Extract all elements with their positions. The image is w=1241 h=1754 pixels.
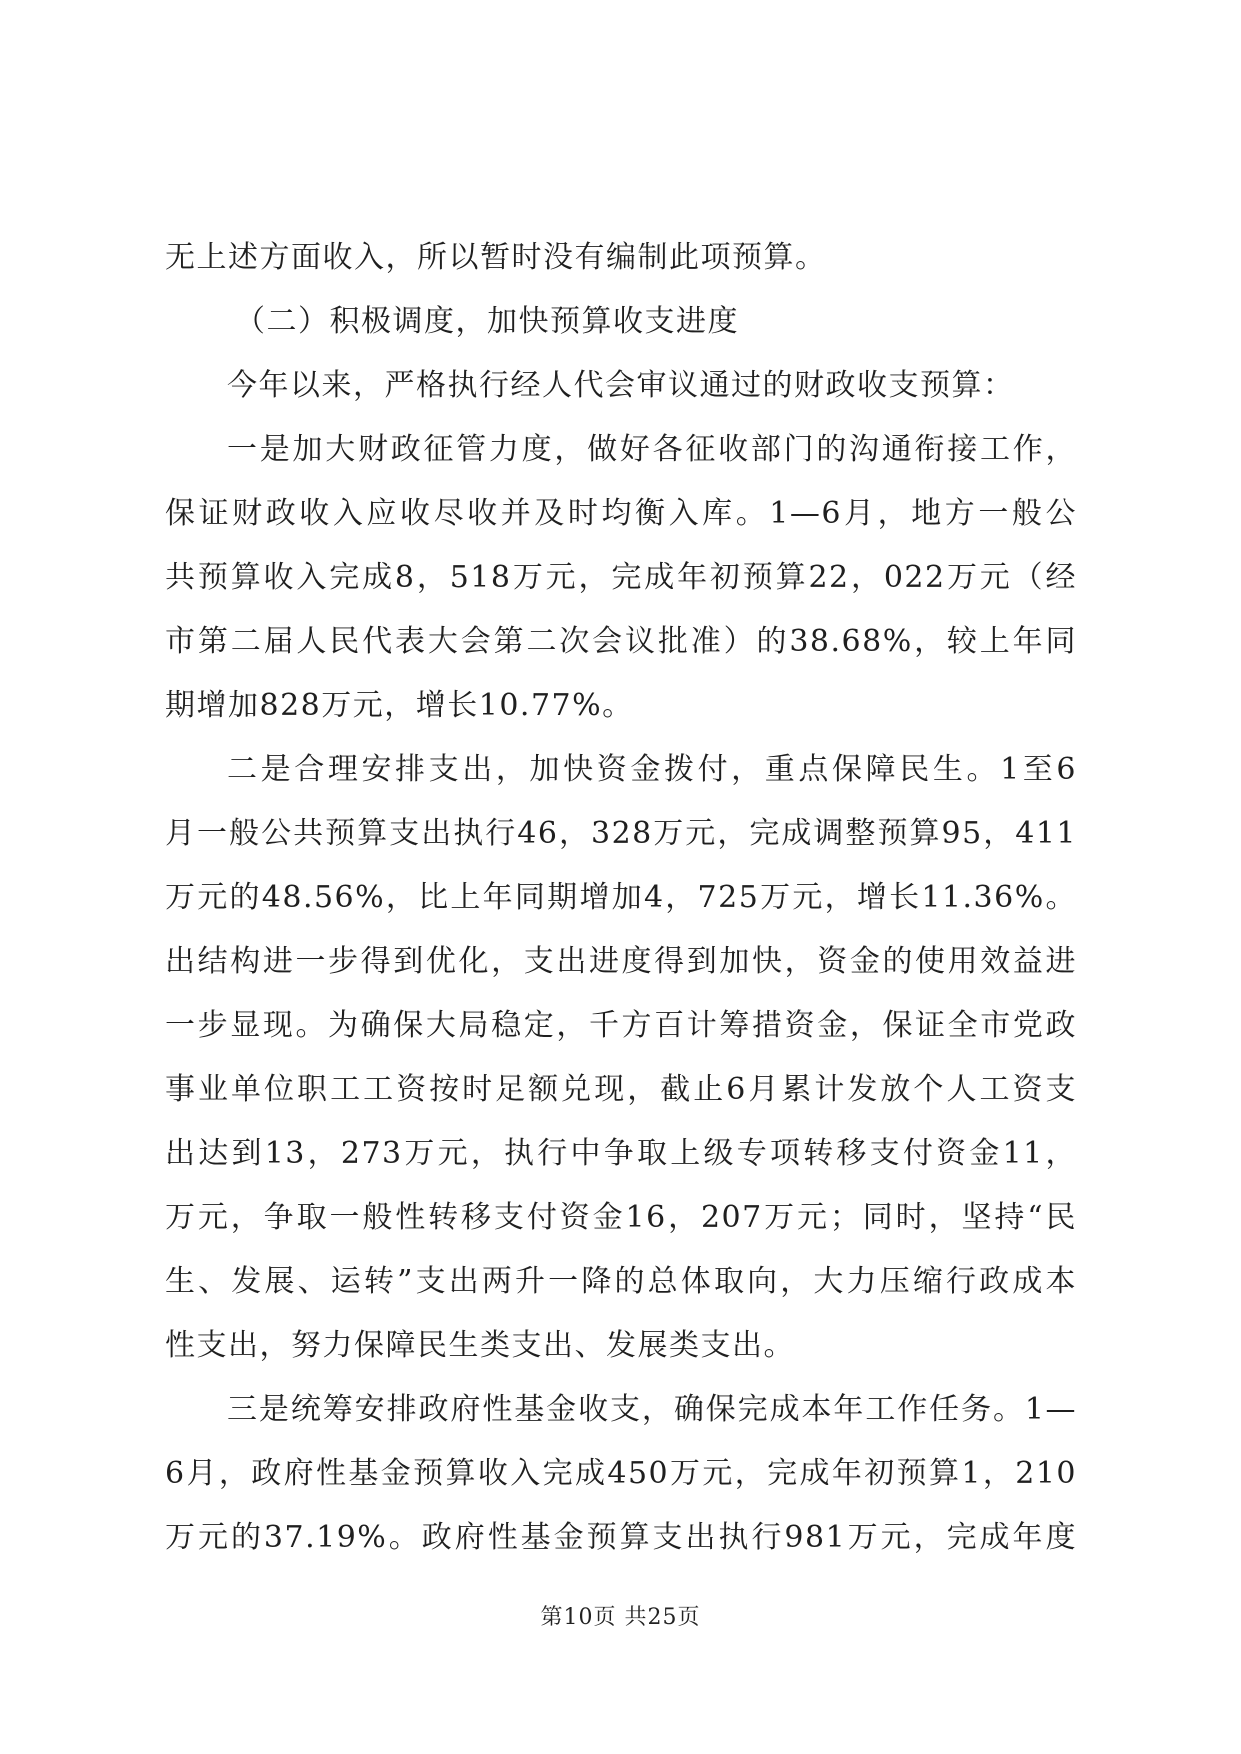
text-line: 期增加828万元，增长10.77%。 xyxy=(165,688,634,723)
text-line: 月一般公共预算支出执行46，328万元，完成调整预算95，411 xyxy=(165,816,1077,851)
text-line: 出达到13，273万元，执行中争取上级专项转移支付资金11， xyxy=(165,1136,1077,1171)
page-footer xyxy=(0,1600,1241,1631)
page-number: 第10页 共25页 xyxy=(540,1605,701,1630)
text-line: 出结构进一步得到优化，支出进度得到加快，资金的使用效益进 xyxy=(165,944,1077,979)
text-line: 生、发展、运转”支出两升一降的总体取向，大力压缩行政成本 xyxy=(165,1264,1077,1299)
text-line: 一步显现。为确保大局稳定，千方百计筹措资金，保证全市党政 xyxy=(165,1008,1077,1043)
text-line: 市第二届人民代表大会第二次会议批准）的38.68%，较上年同 xyxy=(165,624,1077,659)
text-line: 今年以来，严格执行经人代会审议通过的财政收支预算： xyxy=(227,368,1015,403)
document-body xyxy=(165,226,1077,1570)
text-line: 6月，政府性基金预算收入完成450万元，完成年初预算1，210 xyxy=(165,1456,1077,1491)
text-line: 性支出，努力保障民生类支出、发展类支出。 xyxy=(165,1328,795,1363)
text-line: 无上述方面收入，所以暂时没有编制此项预算。 xyxy=(165,240,827,275)
text-line: 保证财政收入应收尽收并及时均衡入库。1—6月，地方一般公 xyxy=(165,496,1077,531)
text-line: 万元的37.19%。政府性基金预算支出执行981万元，完成年度 xyxy=(165,1520,1077,1555)
text-line: 三是统筹安排政府性基金收支，确保完成本年工作任务。1— xyxy=(227,1392,1077,1427)
text-line: 二是合理安排支出，加快资金拨付，重点保障民生。1至6 xyxy=(227,752,1077,787)
text-line: 共预算收入完成8，518万元，完成年初预算22，022万元（经 xyxy=(165,560,1077,595)
text-line: 万元的48.56%，比上年同期增加4，725万元，增长11.36%。 xyxy=(165,880,1077,915)
text-line: 一是加大财政征管力度，做好各征收部门的沟通衔接工作， xyxy=(227,432,1077,467)
text-line: 万元，争取一般性转移支付资金16，207万元；同时，坚持“民 xyxy=(165,1200,1077,1235)
section-heading: （二）积极调度，加快预算收支进度 xyxy=(235,304,739,339)
text-line: 事业单位职工工资按时足额兑现，截止6月累计发放个人工资支 xyxy=(165,1072,1077,1107)
